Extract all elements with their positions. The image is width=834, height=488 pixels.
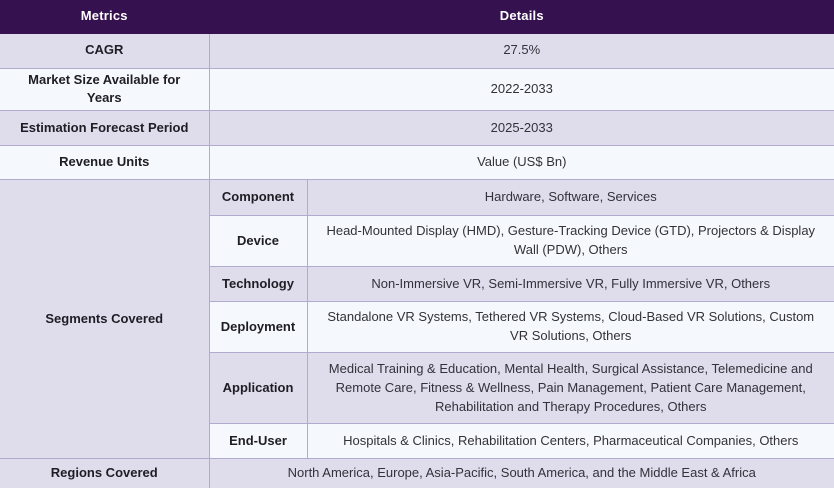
row-value-revenue-units: Value (US$ Bn) (209, 146, 834, 180)
segment-value-technology: Non-Immersive VR, Semi-Immersive VR, Fully Immersive VR, Others (307, 267, 834, 302)
segment-value-deployment: Standalone VR Systems, Tethered VR Systems, Cloud-Based VR Solutions, Custom VR Solutions, Others (307, 302, 834, 353)
row-label-estimation-period: Estimation Forecast Period (0, 111, 209, 146)
row-value-cagr: 27.5% (209, 33, 834, 68)
row-value-estimation-period: 2025-2033 (209, 111, 834, 146)
row-label-cagr: CAGR (0, 33, 209, 68)
segment-label-component: Component (209, 180, 307, 216)
row-label-segments-covered: Segments Covered (0, 180, 209, 459)
segment-label-device: Device (209, 216, 307, 267)
segment-sub-row (0, 180, 834, 216)
row-value-regions-covered: North America, Europe, Asia-Pacific, South America, and the Middle East & Africa (209, 459, 834, 488)
row-label-regions-covered: Regions Covered (0, 459, 209, 488)
table-header-row (0, 0, 834, 33)
row-value-market-size: 2022-2033 (209, 68, 834, 111)
table-row (0, 459, 834, 488)
table-row (0, 68, 834, 111)
segment-value-device: Head-Mounted Display (HMD), Gesture-Tracking Device (GTD), Projectors & Display Wall (PDW), Others (307, 216, 834, 267)
row-label-market-size: Market Size Available for Years (0, 68, 209, 111)
table-row (0, 33, 834, 68)
metrics-column-header: Metrics (0, 0, 209, 33)
segment-value-application: Medical Training & Education, Mental Health, Surgical Assistance, Telemedicine and Remote Care, Fitness & Wellness, Pain Management, Patient Care Management, Rehabilitation and Therapy Procedures, Others (307, 353, 834, 424)
table-row (0, 111, 834, 146)
table-row (0, 146, 834, 180)
segment-label-application: Application (209, 353, 307, 424)
segment-value-end-user: Hospitals & Clinics, Rehabilitation Centers, Pharmaceutical Companies, Others (307, 424, 834, 459)
segment-value-component: Hardware, Software, Services (307, 180, 834, 216)
row-label-revenue-units: Revenue Units (0, 146, 209, 180)
details-column-header: Details (209, 0, 834, 33)
segment-label-deployment: Deployment (209, 302, 307, 353)
segment-label-technology: Technology (209, 267, 307, 302)
segment-label-end-user: End-User (209, 424, 307, 459)
